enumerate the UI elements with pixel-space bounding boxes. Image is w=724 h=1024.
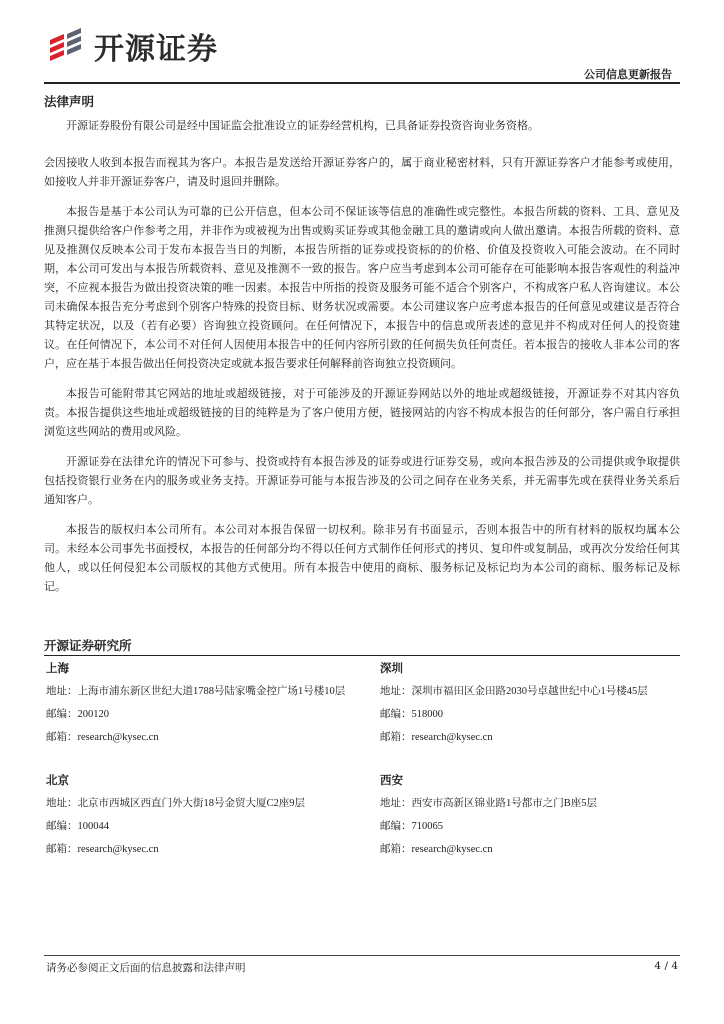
legal-paragraph-visible: 会因接收人收到本报告而视其为客户。本报告是发送给开源证券客户的，属于商业秘密材料，只有开源证券客户才能参考或使用，如接收人并非开源证券客户，请及时退回并删除。 <box>44 156 680 188</box>
office-city: 北京 <box>46 773 69 787</box>
postcode-label: 邮编： <box>380 820 412 832</box>
legal-paragraph: 开源证券在法律允许的情况下可参与、投资或持有本报告涉及的证券或进行证券交易，或向本报告涉及的公司提供或争取提供包括投资银行业务在内的服务或业务支持。开源证券可能与本报告涉及的公司之间存在业务关系，并无需事先或在获得业务关系后通知客户。 <box>44 455 680 506</box>
email-label: 邮箱： <box>46 843 78 855</box>
legal-title: 法律声明 <box>44 94 95 109</box>
office-postcode: 200120 <box>77 709 109 720</box>
office-email[interactable]: research@kysec.cn <box>77 732 159 743</box>
office-address: 上海市浦东新区世纪大道1788号陆家嘴金控广场1号楼10层 <box>77 686 346 697</box>
office-city: 西安 <box>380 773 403 787</box>
email-label: 邮箱： <box>380 843 412 855</box>
office-city: 上海 <box>46 661 69 675</box>
office-xian <box>380 772 680 864</box>
report-type-tag: 公司信息更新报告 <box>584 68 672 81</box>
page-number: 4 / 4 <box>654 960 678 972</box>
office-shenzhen <box>380 660 680 752</box>
legal-paragraph: 本报告是基于本公司认为可靠的已公开信息，但本公司不保证该等信息的准确性或完整性。本报告所载的资料、工具、意见及推测只提供给客户作参考之用，并非作为或被视为出售或购买证券或其他金融工具的邀请或向人做出邀请。本报告所载的资料、意见及推测仅反映本公司于发布本报告当日的判断，本报告所指的证券或投资标的的价格、价值及投资收入可能会波动。在不同时期，本公司可发出与本报告所载资料、意见及推测不一致的报告。客户应当考虑到本公司可能存在可能影响本报告客观性的利益冲突，不应视本报告为做出投资决策的唯一因素。本报告中所指的投资及服务可能不适合个别客户，不构成客户私人咨询建议。本公司未确保本报告充分考虑到个别客户特殊的投资目标、财务状况或需要。本公司建议客户应考虑本报告的任何意见或建议是否符合其特定状况，以及（若有必要）咨询独立投资顾问。在任何情况下，本报告中的信息或所表述的意见并不构成对任何人的投资建议。在任何情况下，本公司不对任何人因使用本报告中的任何内容所引致的任何损失负任何责任。若本报告的接收人非本公司的客户，应在基于本报告做出任何投资决定或就本报告要求任何解释前咨询独立投资顾问。 <box>44 205 680 370</box>
office-postcode: 100044 <box>77 821 109 832</box>
postcode-label: 邮编： <box>380 708 412 720</box>
legal-paragraph: 开源证券股份有限公司是经中国证监会批准设立的证券经营机构，已具备证券投资咨询业务资格。 <box>66 119 539 132</box>
office-city: 深圳 <box>380 661 403 675</box>
legal-section <box>44 92 680 607</box>
address-label: 地址： <box>380 685 412 697</box>
office-email[interactable]: research@kysec.cn <box>411 732 493 743</box>
institute-divider <box>44 655 680 656</box>
email-label: 邮箱： <box>46 731 78 743</box>
office-postcode: 710065 <box>411 821 443 832</box>
office-email[interactable]: research@kysec.cn <box>411 844 493 855</box>
header-divider <box>44 82 680 84</box>
address-label: 地址： <box>46 797 78 809</box>
office-shanghai <box>46 660 366 752</box>
address-label: 地址： <box>380 797 412 809</box>
office-address: 北京市西城区西直门外大街18号金贸大厦C2座9层 <box>77 798 306 809</box>
office-postcode: 518000 <box>411 709 443 720</box>
office-beijing <box>46 772 366 864</box>
legal-paragraph: 本报告可能附带其它网站的地址或超级链接，对于可能涉及的开源证券网站以外的地址或超级链接，开源证券不对其内容负责。本报告提供这些地址或超级链接的目的纯粹是为了客户使用方便，链接网站的内容不构成本报告的任何部分，客户需自行承担浏览这些网站的费用或风险。 <box>44 387 680 438</box>
institute-title: 开源证券研究所 <box>44 638 132 653</box>
kaiyuan-logo-icon <box>46 26 86 66</box>
office-email[interactable]: research@kysec.cn <box>77 844 159 855</box>
footer-divider <box>44 955 680 956</box>
company-logo <box>46 26 218 66</box>
legal-paragraph: 本报告的版权归本公司所有。本公司对本报告保留一切权利。除非另有书面显示，否则本报告中的所有材料的版权均属本公司。未经本公司事先书面授权，本报告的任何部分均不得以任何方式制作任何形式的拷贝、复印件或复制品，或再次分发给任何其他人，或以任何侵犯本公司版权的其他方式使用。所有本报告中使用的商标、服务标记及标记均为本公司的商标、服务标记及标记。 <box>44 523 680 593</box>
address-label: 地址： <box>46 685 78 697</box>
footer-notice: 请务必参阅正文后面的信息披露和法律声明 <box>46 962 246 974</box>
office-address: 深圳市福田区金田路2030号卓越世纪中心1号楼45层 <box>411 686 648 697</box>
email-label: 邮箱： <box>380 731 412 743</box>
postcode-label: 邮编： <box>46 708 78 720</box>
logo-text: 开源证券 <box>94 32 218 67</box>
office-address: 西安市高新区锦业路1号都市之门B座5层 <box>411 798 598 809</box>
postcode-label: 邮编： <box>46 820 78 832</box>
